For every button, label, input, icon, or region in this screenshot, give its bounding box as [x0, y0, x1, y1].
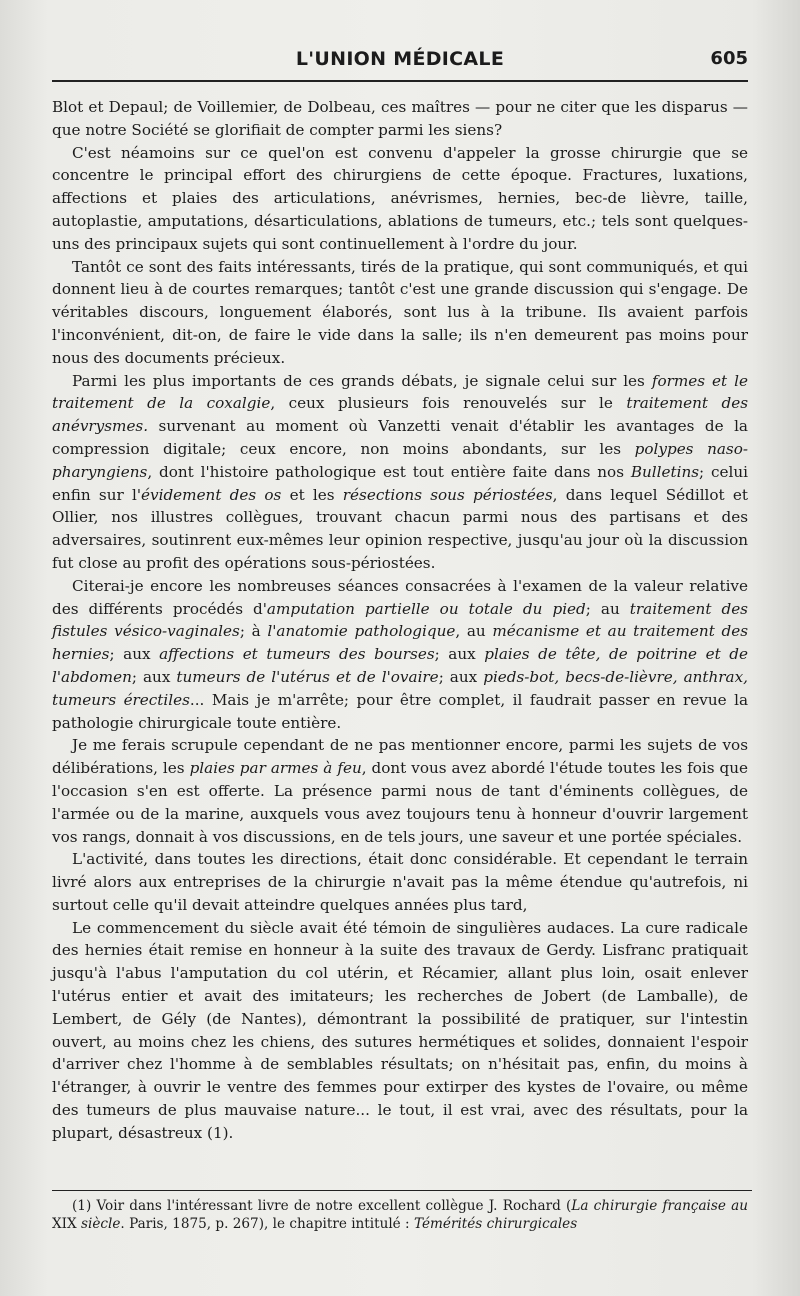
italic-run: plaies par armes à feu [189, 759, 362, 778]
text-run: , ceux plusieurs fois renouvelés sur le [270, 394, 627, 413]
text-run: et les [281, 485, 343, 504]
italic-run: polypes naso-pharyngiens [52, 439, 748, 481]
italic-run: Bulletins [630, 462, 700, 481]
text-run: (1) Voir dans l'intéressant livre de notre excellent collègue J. Rochard ( [72, 1198, 572, 1214]
text-run: , dont l'histoire pathologique est tout entière faite dans nos [147, 462, 631, 481]
italic-run: formes et le traitement de la coxalgie [52, 371, 748, 413]
paragraph [52, 370, 748, 575]
body-text [52, 96, 748, 1145]
italic-run: traitement des anévrysmes. [52, 394, 748, 436]
text-run: L'activité, dans toutes les directions, était donc considérable. Et cependant le terrain livré alors aux entreprises de la chirurgie n'avait pas la même étendue qu'autrefois, ni surtout celle qu'il devait atteindre quelques années plus tard, [52, 850, 748, 914]
paragraph [52, 917, 748, 1145]
footnote-rule [52, 1190, 752, 1191]
paragraph [52, 734, 748, 848]
text-run: Blot et Depaul; de Voillemier, de Dolbeau, ces maîtres — pour ne citer que les disparus — que notre Société se glorifiait de compter parmi les siens? [52, 98, 748, 139]
text-run: XIX [52, 1216, 82, 1232]
text-run: ; à [239, 622, 268, 641]
italic-run: mécanisme et au traitement des hernies [52, 622, 748, 664]
text-run: Je me ferais scrupule cependant de ne pas mentionner encore, parmi les sujets de vos délibérations, les [52, 736, 748, 778]
text-run: ; celui enfin sur l' [52, 462, 748, 504]
text-run: ; au [585, 599, 630, 618]
text-run: ; aux [434, 645, 485, 664]
text-run: . Paris, 1875, p. 267), le chapitre intitulé : [120, 1216, 414, 1232]
text-run: , dont vous avez abordé l'étude toutes les fois que l'occasion s'en est offerte. La présence parmi nous de tant d'éminents collègues, de l'armée ou de la marine, auxquels vous avez toujours tenu à honneur d'ouvrir largement vos rangs, donnait à vos discussions, en de tels jours, une saveur et une portée spéciales. [52, 759, 748, 846]
text-run: Le commencement du siècle avait été témoin de singulières audaces. La cure radicale des hernies était remise en honneur à la suite des travaux de Gerdy. Lisfranc pratiquait jusqu'à l'abus l'amputation du col utérin, et Récamier, allant plus loin, osait enlever l'utérus entier et avait des imitateurs; les recherches de Jobert (de Lamballe), de Lembert, de Gély (de Nantes), démontrant la possibilité de pratiquer, sur l'intestin ouvert, au moins chez les chiens, des sutures hermétiques et solides, donnaient l'espoir d'arriver chez l'homme à de semblables résultats; on n'hésitait pas, enfin, du moins à l'étranger, à ouvrir le ventre des femmes pour extirper des kystes de l'ovaire, ou même des tumeurs de plus mauvaise nature... le tout, il est vrai, avec des résultats, pour la plupart, désastreux (1). [52, 918, 748, 1142]
text-run: ... Mais je m'arrête; pour être complet, il faudrait passer en revue la pathologie chirurgicale toute entière. [52, 690, 748, 732]
text-run: , au [455, 622, 493, 641]
italic-run: évidement des os [141, 485, 282, 504]
running-head [52, 48, 748, 76]
footnote [52, 1197, 748, 1233]
paragraph [52, 96, 748, 142]
italic-run: plaies de tête, de poitrine et de l'abdomen [52, 645, 748, 686]
italic-run: affections et tumeurs des bourses [159, 645, 435, 664]
text-run: ; aux [131, 667, 177, 686]
italic-run: Témérités chirurgicales [413, 1216, 578, 1232]
text-run: , dans lequel Sédillot et Ollier, nos illustres collègues, trouvant chacun parmi nous des partisans et des adversaires, soutinrent eux-mêmes leur opinion respective, jusqu'au jour où la discussion fut close au profit des opérations sous-périostées. [52, 485, 748, 572]
paragraph [52, 575, 748, 735]
italic-run: siècle [81, 1216, 121, 1232]
page-number: 605 [710, 48, 748, 69]
text-run: Parmi les plus importants de ces grands débats, je signale celui sur les [72, 371, 652, 390]
italic-run: l'anatomie pathologique [267, 622, 456, 641]
italic-run: amputation partielle ou totale du pied [266, 599, 586, 618]
text-run: ; aux [438, 667, 484, 686]
italic-run: résections sous périostées [342, 485, 553, 504]
journal-title: L'UNION MÉDICALE [295, 48, 505, 70]
text-run: ; aux [109, 645, 160, 664]
text-run: C'est néamoins sur ce quel'on est convenu d'appeler la grosse chirurgie que se concentre le principal effort des chirurgiens de cette époque. Fractures, luxations, affections et plaies des articulations, anévrismes, hernies, bec-de lièvre, taille, autoplastie, amputations, désarticulations, ablations de tumeurs, etc.; tels sont quelques-uns des principaux sujets qui sont continuellement à l'ordre du jour. [52, 143, 748, 253]
paragraph [52, 256, 748, 370]
paragraph [52, 142, 748, 256]
italic-run: pieds-bot, becs-de-lièvre, anthrax, tumeurs érectiles [52, 667, 749, 709]
italic-run: La chirurgie française au [571, 1198, 748, 1214]
text-run: Tantôt ce sont des faits intéressants, tirés de la pratique, qui sont communiqués, et qui donnent lieu à de courtes remarques; tantôt c'est une grande discussion qui s'engage. De véritables discours, longuement élaborés, sont lus à la tribune. Ils avaient parfois l'inconvénient, dit-on, de faire le vide dans la salle; ils n'en demeurent pas moins pour nous des documents précieux. [52, 257, 748, 367]
italic-run: tumeurs de l'utérus et de l'ovaire [176, 667, 439, 686]
italic-run: traitement des fistules vésico-vaginales [52, 599, 748, 641]
header-rule [52, 80, 748, 82]
text-run: survenant au moment où Vanzetti venait d'établir les avantages de la compression digitale; ceux encore, non moins abondants, sur les [52, 417, 748, 458]
paragraph [52, 848, 748, 916]
text-run: Citerai-je encore les nombreuses séances consacrées à l'examen de la valeur relative des différents procédés d' [52, 576, 748, 618]
